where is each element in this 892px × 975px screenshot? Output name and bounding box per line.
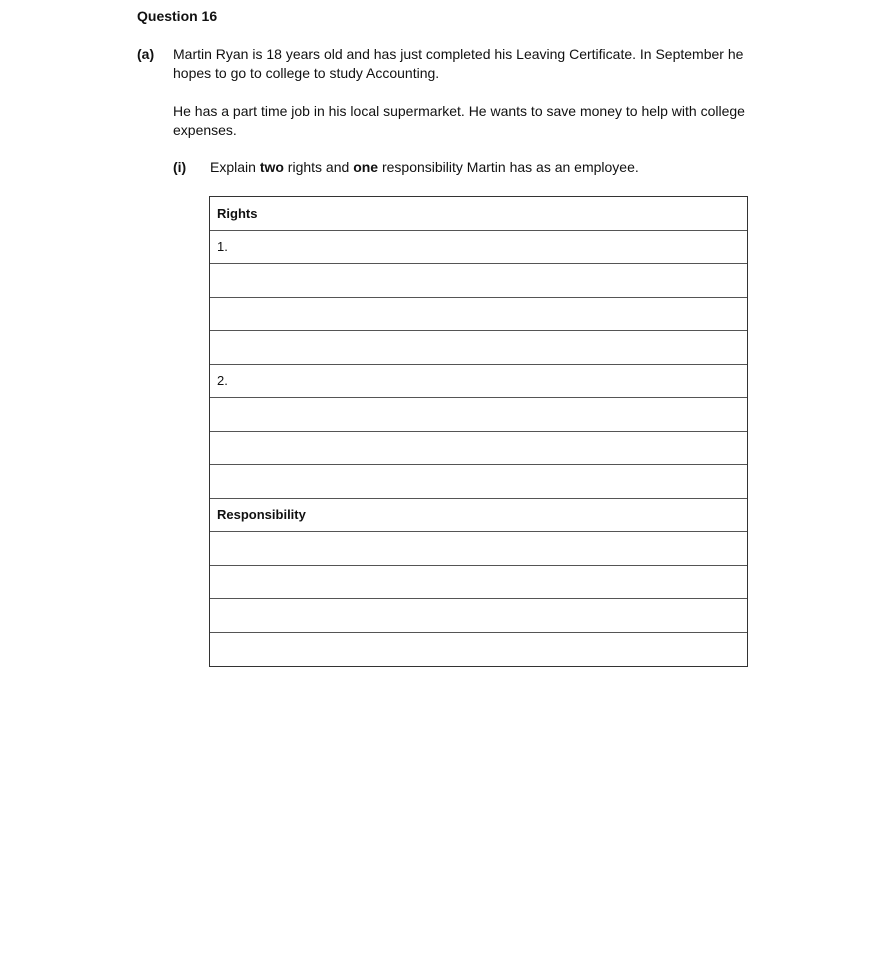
rights-header: Rights xyxy=(210,197,747,231)
responsibility-answer-line[interactable] xyxy=(210,599,747,633)
responsibility-answer-line[interactable] xyxy=(210,633,747,667)
part-label: (a) xyxy=(137,46,155,62)
instruction-text xyxy=(210,159,639,175)
responsibility-answer-line[interactable] xyxy=(210,566,747,600)
question-title: Question 16 xyxy=(137,8,218,24)
right-1-answer-line[interactable] xyxy=(210,264,747,298)
sub-part-label: (i) xyxy=(173,159,187,175)
right-2-answer-line[interactable] xyxy=(210,465,747,499)
right-2-answer-line[interactable]: 2. xyxy=(210,365,747,399)
instruction-bold-one: one xyxy=(353,159,379,175)
scenario-paragraph-2: He has a part time job in his local supermarket. He wants to save money to help with college expenses. xyxy=(173,103,745,138)
responsibility-header: Responsibility xyxy=(210,499,747,533)
instruction-part-1: Explain xyxy=(210,159,260,175)
right-2-answer-line[interactable] xyxy=(210,398,747,432)
instruction-bold-two: two xyxy=(259,159,284,175)
right-1-answer-line[interactable]: 1. xyxy=(210,231,747,265)
responsibility-answer-line[interactable] xyxy=(210,532,747,566)
right-2-answer-line[interactable] xyxy=(210,432,747,466)
instruction-part-2: rights and xyxy=(283,159,354,175)
right-1-answer-line[interactable] xyxy=(210,331,747,365)
right-1-answer-line[interactable] xyxy=(210,298,747,332)
instruction-part-3: responsibility Martin has as an employee. xyxy=(378,159,639,175)
scenario-paragraph-1: Martin Ryan is 18 years old and has just completed his Leaving Certificate. In September he hopes to go to college to study Accounting. xyxy=(173,46,744,81)
answer-table xyxy=(209,196,748,667)
